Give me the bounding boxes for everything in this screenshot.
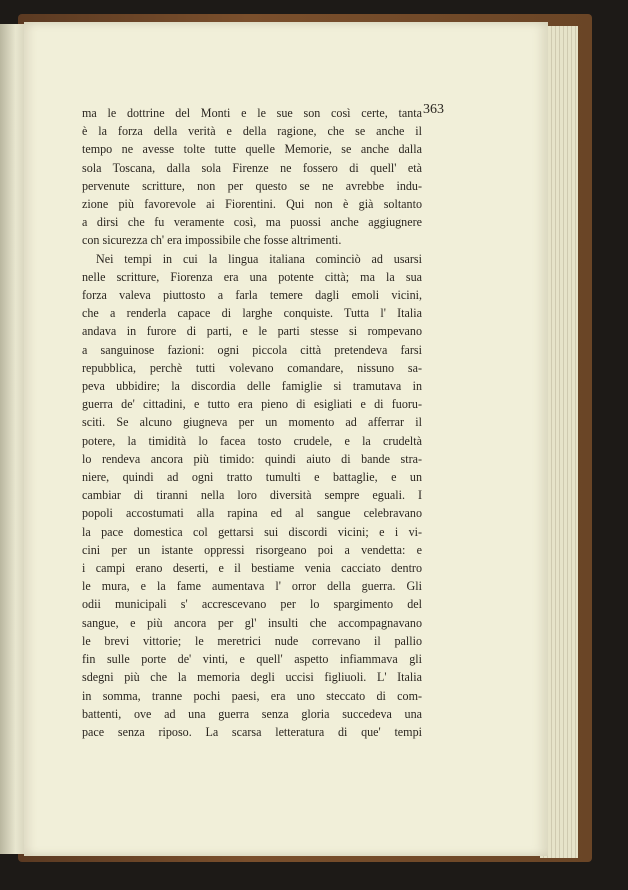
text-line: le brevi vittorie; le meretrici nude correvano il pallio (82, 633, 422, 648)
text-line: popoli accostumati alla rapina ed al sangue celebravano (82, 506, 422, 521)
text-line: odii municipali s' accrescevano per lo spargimento del (82, 597, 422, 612)
text-line: nelle scritture, Fiorenza era una potente città; ma la sua (82, 269, 422, 284)
paragraph-start-line: Nei tempi in cui la lingua italiana cominciò ad usarsi (96, 251, 422, 266)
text-line: sciti. Se alcuno giugneva per un momento ad afferrar il (82, 415, 422, 430)
text-line: a sanguinose fazioni: ogni piccola città pretendeva farsi (82, 342, 422, 357)
text-line: battenti, ove ad una guerra senza gloria succedeva una (82, 706, 422, 721)
text-line: forza valeva piuttosto a farla temere dagli emoli vicini, (82, 288, 422, 303)
text-line: fin sulle porte de' vinti, e quell' aspetto infiammava gli (82, 652, 422, 667)
text-line: peva ubbidire; la discordia delle famiglie si tramutava in (82, 379, 422, 394)
text-line: cambiar di tiranni nella loro diversità sempre eguali. I (82, 488, 422, 503)
text-line: tempo ne avesse tolte tutte quelle Memorie, se anche dalla (82, 142, 422, 157)
text-line: repubblica, perchè tutti volevano comandare, nissuno sa- (82, 360, 422, 375)
text-line: a dirsi che fu veramente così, ma puossi anche aggiugnere (82, 215, 422, 230)
text-line: ma le dottrine del Monti e le sue son così certe, tanta (82, 106, 422, 120)
previous-page-edge (0, 24, 26, 854)
text-line: in somma, tranne pochi paesi, era uno steccato di com- (82, 688, 422, 703)
text-line: sola Toscana, dalla sola Firenze ne fossero di quell' età (82, 160, 422, 175)
text-line: la pace domestica col gettarsi sui discordi vicini; e i vi- (82, 524, 422, 539)
text-line: zione più favorevole ai Fiorentini. Qui non è già soltanto (82, 197, 422, 212)
page-number: 363 (423, 102, 444, 117)
text-line: sdegni più che la memoria degli uccisi figliuoli. L' Italia (82, 670, 422, 685)
text-line: con sicurezza ch' era impossibile che fosse altrimenti. (82, 233, 342, 248)
text-line: guerra de' cittadini, e tutto era pieno di esigliati e di fuoru- (82, 397, 422, 412)
text-line: cini per un istante oppressi risorgeano poi a vendetta: e (82, 542, 422, 557)
text-line: pace senza riposo. La scarsa letteratura di que' tempi (82, 724, 422, 739)
text-line: sangue, e più ancora per gl' insulti che accompagnavano (82, 615, 422, 630)
text-line: andava in furore di parti, e le parti stesse si rompevano (82, 324, 422, 339)
text-line: lo rendeva ancora più timido: quindi aiuto di bande stra- (82, 451, 422, 466)
text-line: è la forza della verità e della ragione, che se anche il (82, 124, 422, 139)
body-text (82, 104, 422, 741)
text-line: i campi erano deserti, e il bestiame venia cacciato dentro (82, 561, 422, 576)
text-line: potere, la timidità lo facea tosto crudele, e la crudeltà (82, 433, 422, 448)
text-line: pervenute scritture, non per questo se ne avrebbe indu- (82, 178, 422, 193)
text-line: niere, quindi ad ogni tratto tumulti e battaglie, e un (82, 470, 422, 485)
text-line: che a renderla capace di larghe conquiste. Tutta l' Italia (82, 306, 422, 321)
text-line: le mura, e la fame aumentava l' orror della guerra. Gli (82, 579, 422, 594)
